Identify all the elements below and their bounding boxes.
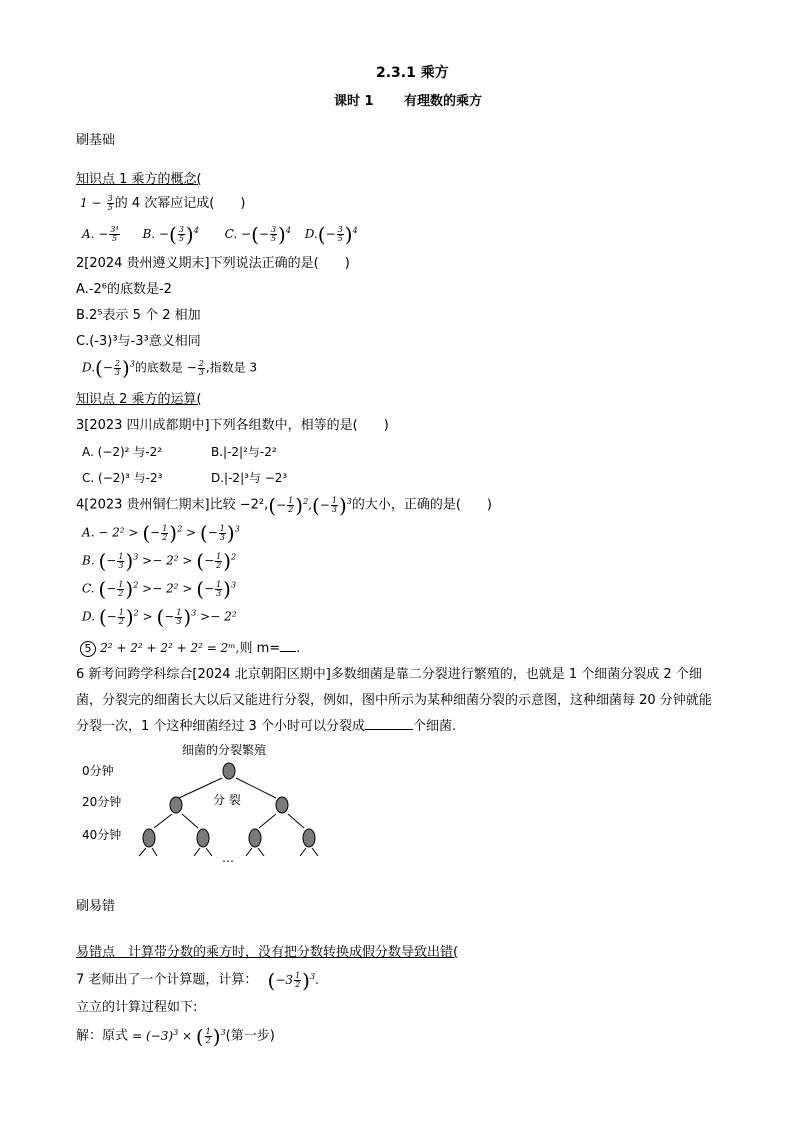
lesson-topic: 有理数的乘方 (404, 94, 483, 109)
label-ellipsis: … (222, 851, 234, 865)
q2-option-c: C.(-3)³与-3³意义相同 (76, 334, 201, 349)
q2-option-b: B.2⁵表示 5 个 2 相加 (76, 308, 201, 323)
q1-option-c: C. −(− $\frac{3}{5}$ )$^4$ (224, 222, 291, 246)
q4-option-b: B. (− $\frac{1}{3}$ )$^3$ >− 2² > (− $\frac{1}{2}$ )$^2$ (82, 549, 237, 573)
q4-option-c: C. (− $\frac{1}{2}$ )$^2$ >− 2² > (− $\frac{1}{3}$ )$^3$ (82, 577, 237, 601)
q3-option-c: C. (−2)³ 与-2³ (82, 471, 163, 485)
bacteria-division-figure (76, 738, 336, 866)
knowledge-point-1: 知识点 1 乘方的概念( (76, 172, 202, 187)
question-3-stem: 3[2023 四川成都期中]下列各组数中，相等的是( ) (76, 418, 389, 433)
bacterium-40c (249, 829, 261, 847)
q1-option-d: D.(− $\frac{3}{5}$ )$^4$ (304, 222, 358, 246)
q4-option-a: A. − 2² > (− $\frac{1}{2}$ )$^2$ > (− $\frac{1}{3}$ )$^3$ (82, 521, 240, 545)
answer-blank (365, 716, 413, 730)
label-split: 分 裂 (213, 793, 241, 807)
question-5: 5 2² + 2² + 2² + 2² = 2ᵐ,则 m= . (80, 638, 300, 657)
bacterium-0 (223, 763, 235, 779)
bacterium-40d (303, 829, 315, 847)
section-basic: 刷基础 (76, 133, 116, 148)
question-4-stem: 4[2023 贵州铜仁期末]比较 −2²,(− $\frac{1}{2}$ )$^2$,(− $\frac{1}{3}$ )$^3$的大小，正确的是( ) (76, 493, 493, 517)
figure-title: 细菌的分裂繁殖 (182, 743, 267, 757)
section-error: 刷易错 (76, 899, 116, 914)
solution-step-1: 解：原式 = $(-3)^3$ × ( $\frac{1}{2}$ )$^3$(第一步) (76, 1024, 275, 1048)
label-0-min: 0分钟 (82, 764, 114, 778)
q2-option-a: A.-2⁶的底数是-2 (76, 282, 172, 297)
q3-option-b: B.|-2|²与-2² (211, 445, 277, 459)
division-lines (139, 778, 318, 856)
knowledge-point-2: 知识点 2 乘方的运算( (76, 392, 202, 407)
q4-option-d: D. (− $\frac{1}{2}$ )$^2$ > (− $\frac{1}{3}$ )$^3$ >− 2² (82, 605, 237, 629)
question-number-circle: 5 (80, 641, 96, 657)
error-point: 易错点 计算带分数的乘方时，没有把分数转换成假分数导致出错( (76, 945, 459, 960)
question-1-stem: 1 − $\frac{3}{5}$ 的 4 次幂应记成( ) (80, 194, 246, 212)
label-40-min: 40分钟 (82, 828, 122, 842)
q3-option-a: A. (−2)² 与-2² (82, 445, 163, 459)
page-title: 2.3.1 乘方 (376, 65, 449, 81)
q2-option-d: D.(− $\frac{2}{3}$ )$^3$的底数是 − $\frac{2}{3}$ ,指数是 3 (82, 356, 258, 380)
bacterium-20b (276, 797, 288, 813)
question-6: 6 新考问跨学科综合[2024 北京朝阳区期中]多数细菌是靠二分裂进行繁殖的，也就是 1 个细菌分裂成 2 个细菌，分裂完的细菌长大以后又能进行分裂，例如，图中所示为某种细菌分裂的示意图，这种细菌每 20 分钟就能分裂一次，1 个这种细菌经过 3 个小时可以分裂成 个细菌. (76, 667, 712, 734)
solution-process-label: 立立的计算过程如下: (76, 1000, 198, 1015)
question-1-options (82, 222, 358, 246)
bacterium-20a (170, 797, 182, 813)
question-2-stem: 2[2024 贵州遵义期末]下列说法正确的是( ) (76, 256, 350, 271)
bacterium-40b (197, 829, 209, 847)
q3-option-d: D.|-2|³与 −2³ (211, 471, 288, 485)
answer-blank (280, 638, 296, 652)
question-7-stem: 7 老师出了一个计算题，计算： (−3 $\frac{1}{2}$ )$^3$. (76, 968, 319, 992)
label-20-min: 20分钟 (82, 795, 122, 809)
q1-option-a: A. − $\frac{\text{3⁴}}{5}$ (82, 224, 119, 243)
bacterium-40a (143, 829, 155, 847)
q1-option-b: B. −( $\frac{3}{5}$ )$^4$ (142, 222, 199, 246)
lesson-label: 课时 1 (334, 94, 374, 109)
